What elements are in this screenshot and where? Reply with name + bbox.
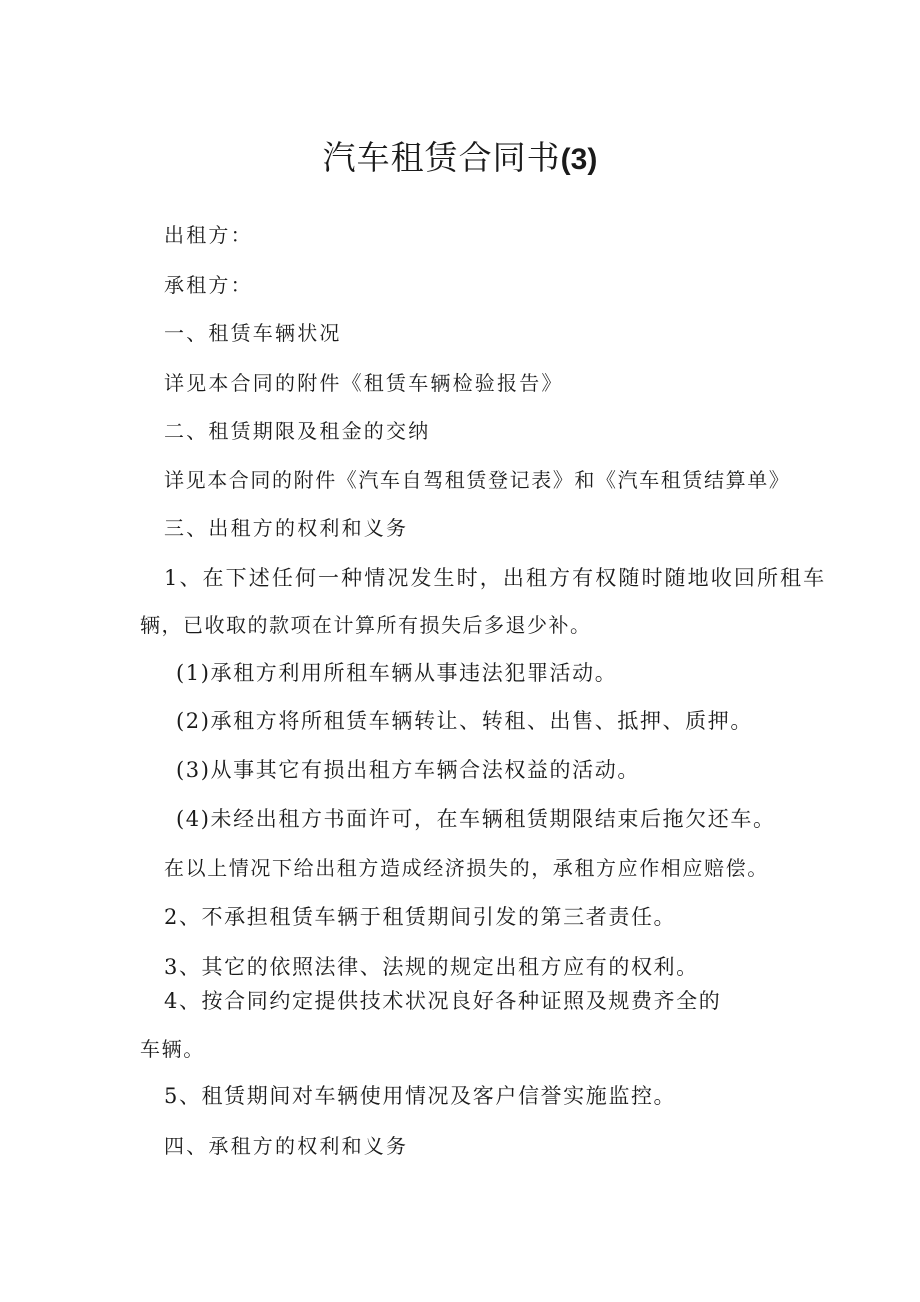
sub-item-1: (1)承租方利用所租车辆从事违法犯罪活动。 bbox=[176, 661, 618, 685]
paragraph: 在以上情况下给出租方造成经济损失的，承租方应作相应赔偿。 bbox=[164, 856, 769, 880]
title-number: (3) bbox=[560, 143, 598, 176]
clause-5: 5、租赁期间对车辆使用情况及客户信誉实施监控。 bbox=[164, 1084, 677, 1108]
lessee-label: 承租方： bbox=[164, 273, 253, 297]
title-main: 汽车租赁合同书 bbox=[322, 138, 561, 177]
paragraph: 详见本合同的附件《汽车自驾租赁登记表》和《汽车租赁结算单》 bbox=[164, 468, 791, 492]
clause-3: 3、其它的依照法律、法规的规定出租方应有的权利。 bbox=[164, 955, 699, 979]
sub-item-3: (3)从事其它有损出租方车辆合法权益的活动。 bbox=[176, 758, 640, 782]
section-heading-2: 二、租赁期限及租金的交纳 bbox=[164, 419, 431, 443]
sub-item-4: (4)未经出租方书面许可，在车辆租赁期限结束后拖欠还车。 bbox=[176, 807, 776, 831]
clause-4-line-1: 4、按合同约定提供技术状况良好各种证照及规费齐全的 bbox=[164, 989, 722, 1013]
section-heading-1: 一、租赁车辆状况 bbox=[164, 321, 342, 345]
clause-4-line-2: 车辆。 bbox=[140, 1037, 205, 1061]
clause-1-line-2: 辆，已收取的款项在计算所有损失后多退少补。 bbox=[140, 613, 592, 637]
clause-1-line-1: 1、在下述任何一种情况发生时，出租方有权随时随地收回所租车 bbox=[164, 566, 827, 590]
sub-item-2: (2)承租方将所租赁车辆转让、转租、出售、抵押、质押。 bbox=[176, 709, 753, 733]
paragraph: 详见本合同的附件《租赁车辆检验报告》 bbox=[164, 371, 564, 395]
section-heading-3: 三、出租方的权利和义务 bbox=[164, 516, 409, 540]
lessor-label: 出租方： bbox=[164, 223, 253, 247]
clause-2: 2、不承担租赁车辆于租赁期间引发的第三者责任。 bbox=[164, 905, 677, 929]
section-heading-4: 四、承租方的权利和义务 bbox=[164, 1134, 409, 1158]
document-title bbox=[0, 138, 920, 180]
